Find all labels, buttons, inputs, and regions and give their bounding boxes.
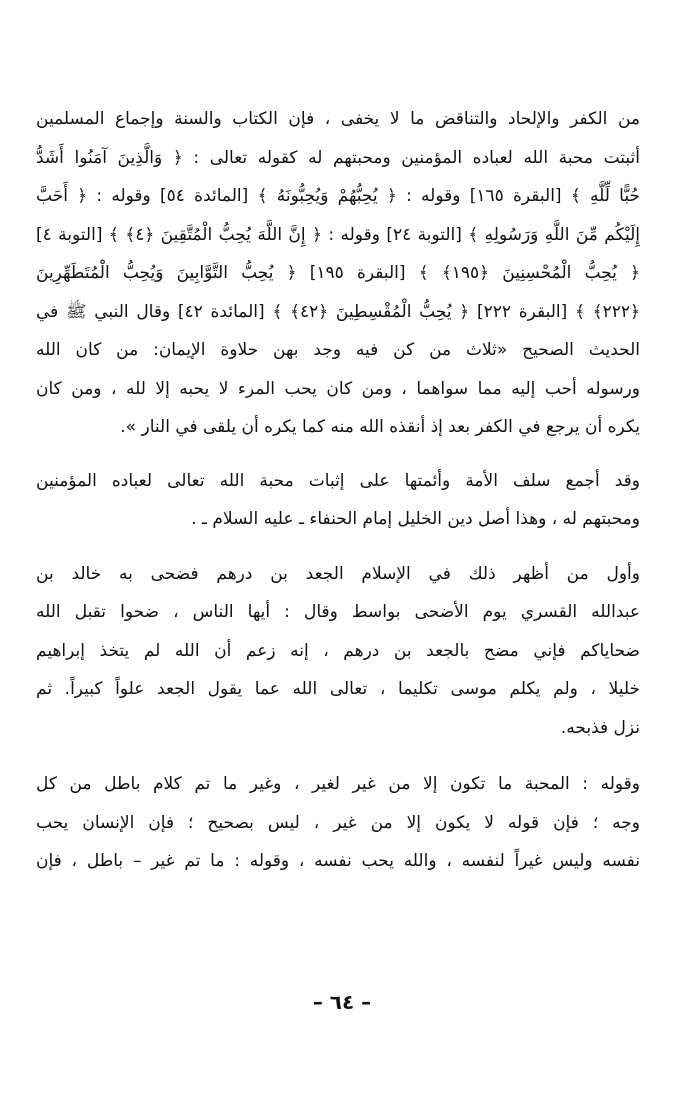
- text-line: يكره أن يرجع في الكفر بعد إذ أنقذه الله منه كما يكره أن يلقى في النار ».: [120, 417, 640, 437]
- text-line: ومحبتهم له ، وهذا أصل دين الخليل إمام الحنفاء ـ عليه السلام ـ .: [191, 509, 640, 529]
- text-line: ﴿٢٢٢﴾ ﴾ [البقرة ٢٢٢] ﴿ يُحِبُّ الْمُقْسِطِينَ ﴿٤٢﴾ ﴾ [المائدة ٤٢] وقال النبي ﷺ في: [36, 301, 640, 322]
- text-line: خليلا ، ولم يكلم موسى تكليما ، تعالى الله عما يقول الجعد علواً كبيراً. ثم: [36, 679, 640, 699]
- text-line: ورسوله أحب إليه مما سواهما ، ومن كان يحب المرء لا يحبه إلا لله ، ومن كان: [36, 378, 640, 399]
- text-line: من الكفر والإلحاد والتناقض ما لا يخفى ، فإن الكتاب والسنة وإجماع المسلمين: [36, 109, 640, 129]
- text-line: أثبتت محبة الله لعباده المؤمنين ومحبتهم له كقوله تعالى : ﴿ وَالَّذِينَ آمَنُوا أَشَدُّ: [36, 147, 640, 168]
- text-line: نفسه وليس غيراً لنفسه ، والله يحب نفسه ، وقوله : ما تم غير – باطل ، فإن: [36, 851, 640, 871]
- text-line: وقوله : المحبة ما تكون إلا من غير لغير ، وغير ما تم كلام باطل من كل: [36, 774, 640, 794]
- text-line: وقد أجمع سلف الأمة وأئمتها على إثبات محبة الله تعالى لعباده المؤمنين: [36, 470, 640, 491]
- text-line: عبدالله القسري يوم الأضحى بواسط وقال : أيها الناس ، ضحوا تقبل الله: [36, 602, 640, 622]
- paragraph-2: [36, 462, 640, 539]
- page-number: – ٦٤ –: [312, 990, 372, 1014]
- text-line: ضحاياكم فإني مضح بالجعد بن درهم ، إنه زعم أن الله لم يتخذ إبراهيم: [36, 640, 640, 661]
- text-line: ﴿ يُحِبُّ الْمُحْسِنِينَ ﴿١٩٥﴾ ﴾ [البقرة ١٩٥] ﴿ يُحِبُّ التَّوَّابِينَ وَيُحِبُّ الْمُتَطَهِّرِينَ: [36, 263, 640, 283]
- text-line: وجه ؛ فإن قوله لا يكون إلا من غير ، ليس بصحيح ؛ فإن الإنسان يحب: [36, 812, 640, 833]
- text-line: وأول من أظهر ذلك في الإسلام الجعد بن درهم فضحى به خالد بن: [36, 563, 640, 584]
- paragraph-3: [36, 555, 640, 748]
- text-line: حُبًّا لِّلَّهِ ﴾ [البقرة ١٦٥] وقوله : ﴿ يُحِبُّهُمْ وَيُحِبُّونَهُ ﴾ [المائدة ٥٤] وقوله : ﴿ أَحَبَّ: [36, 186, 640, 206]
- text-line: الحديث الصحيح «ثلاث من كن فيه وجد بهن حلاوة الإيمان: من كان الله: [36, 340, 640, 360]
- page-body: [36, 100, 640, 881]
- text-line: إِلَيْكُم مِّنَ اللَّهِ وَرَسُولِهِ ﴾ [التوبة ٢٤] وقوله : ﴿ إِنَّ اللَّهَ يُحِبُّ الْمُتَّقِينَ ﴿٤﴾ ﴾ [التوبة ٤]: [36, 224, 640, 245]
- paragraph-4: [36, 765, 640, 881]
- text-line: نزل فذبحه.: [560, 717, 640, 738]
- paragraph-1: [36, 100, 640, 447]
